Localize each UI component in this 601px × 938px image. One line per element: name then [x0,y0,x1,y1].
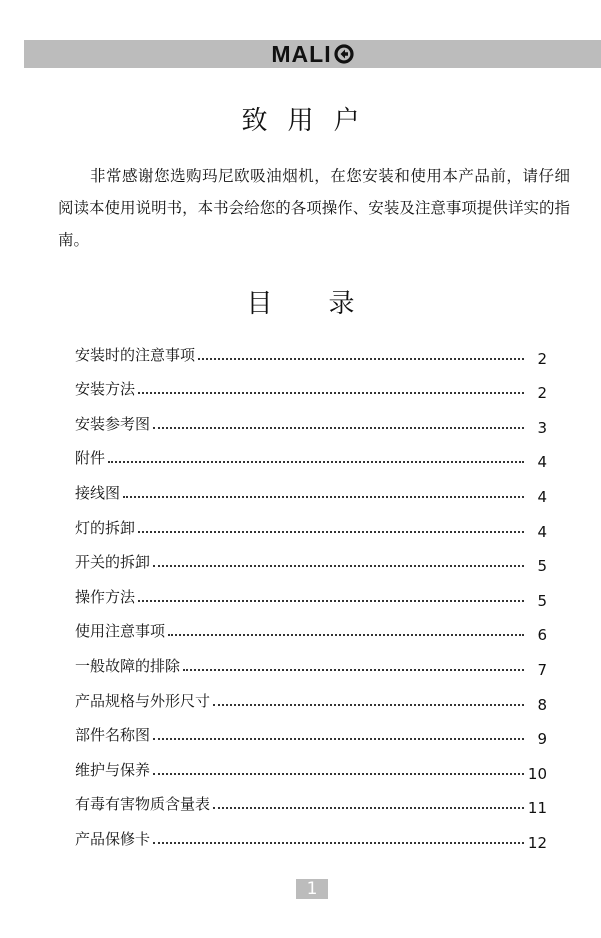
brand-logo [271,40,353,67]
toc-entry-label: 使用注意事项 [75,622,166,641]
toc-leader-dots [123,496,524,498]
logo-text: MALI [271,40,332,67]
toc-entry[interactable] [75,365,547,403]
toc-leader-dots [183,669,524,671]
toc-entry[interactable] [75,607,547,645]
toc-entry-page: 2 [537,384,547,403]
toc-leader-dots [138,531,524,533]
malio-o-mark-icon [334,44,354,64]
toc-entry-page: 10 [527,764,547,783]
header-band [24,40,601,68]
toc-leader-dots [198,358,524,360]
toc-leader-dots [213,807,524,809]
toc-entry-label: 接线图 [75,483,121,502]
toc-leader-dots [153,427,524,429]
toc-entry-label: 附件 [75,449,106,468]
toc-entry-page: 6 [537,626,547,645]
toc-leader-dots [153,773,524,775]
toc-entry-label: 一般故障的排除 [75,656,181,675]
toc-leader-dots [153,738,524,740]
toc-entry[interactable] [75,434,547,472]
toc-leader-dots [213,704,524,706]
toc-entry-label: 产品规格与外形尺寸 [75,691,211,710]
toc-entry[interactable] [75,641,547,679]
toc-leader-dots [138,600,524,602]
toc-entry[interactable] [75,503,547,541]
toc-entry-page: 5 [537,557,547,576]
toc-entry-page: 8 [537,695,547,714]
toc-entry-page: 4 [537,522,547,541]
toc-entry-page: 4 [537,487,547,506]
toc-entry-label: 操作方法 [75,587,136,606]
toc-entry[interactable] [75,780,547,818]
toc-entry-page: 9 [537,730,547,749]
toc-entry-label: 产品保修卡 [75,829,151,848]
toc-entry-page: 2 [537,349,547,368]
toc-entry[interactable] [75,468,547,506]
intro-paragraph: 非常感谢您选购玛尼欧吸油烟机，在您安装和使用本产品前，请仔细阅读本使用说明书，本书会给您的各项操作、安装及注意事项提供详实的指南。 [58,167,570,249]
toc-entry-page: 7 [537,660,547,679]
toc-entry-label: 安装时的注意事项 [75,345,196,364]
toc-entry-label: 开关的拆卸 [75,553,151,572]
toc-entry[interactable] [75,538,547,576]
toc-entry[interactable] [75,711,547,749]
page-number: 1 [296,879,328,899]
toc-entry-page: 11 [527,799,547,818]
toc-entry-label: 安装参考图 [75,414,151,433]
toc-entry-page: 3 [537,418,547,437]
toc-entry-label: 有毒有害物质含量表 [75,795,211,814]
toc-entry[interactable] [75,745,547,783]
table-of-contents [75,330,547,852]
page-title: 致用户 [241,106,380,136]
toc-leader-dots [153,842,524,844]
toc-leader-dots [168,634,524,636]
toc-entry-page: 12 [527,833,547,852]
toc-entry-label: 安装方法 [75,380,136,399]
toc-title: 目录 [246,289,411,319]
toc-entry-page: 4 [537,453,547,472]
toc-entry[interactable] [75,330,547,368]
toc-entry[interactable] [75,572,547,610]
toc-entry-label: 部件名称图 [75,726,151,745]
toc-leader-dots [153,565,524,567]
toc-entry[interactable] [75,676,547,714]
toc-entry-page: 5 [537,591,547,610]
toc-entry-label: 维护与保养 [75,760,151,779]
toc-leader-dots [138,392,524,394]
toc-entry[interactable] [75,814,547,852]
toc-entry-label: 灯的拆卸 [75,518,136,537]
toc-entry[interactable] [75,399,547,437]
toc-leader-dots [108,461,524,463]
